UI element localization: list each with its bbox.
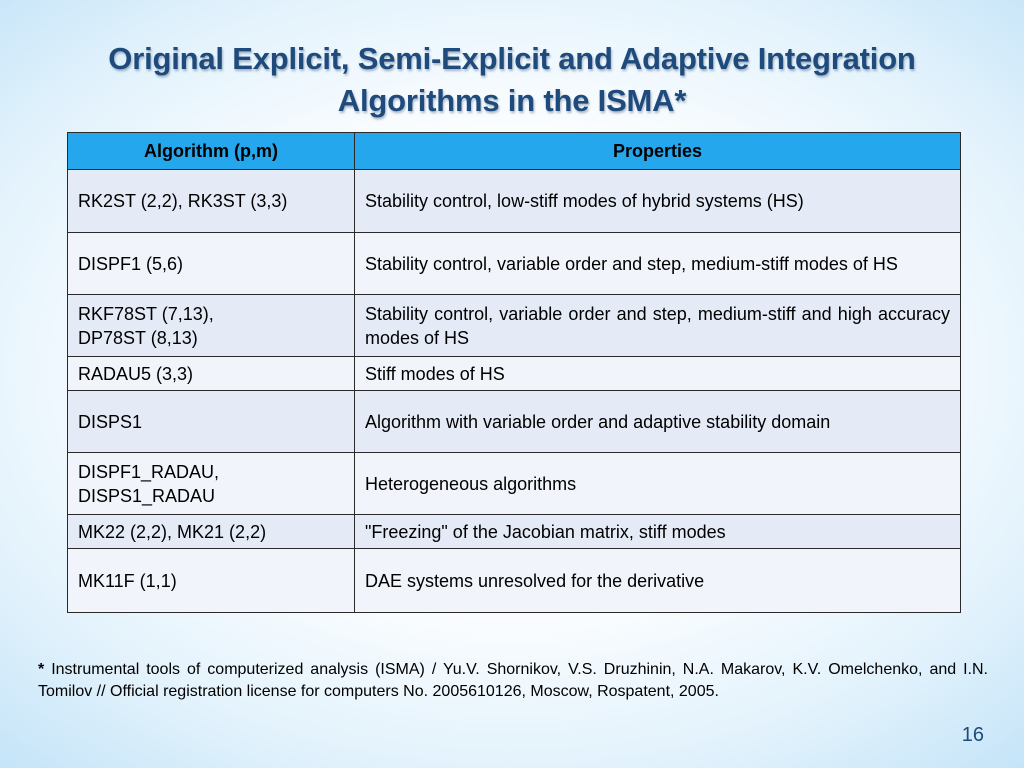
table-header-row (68, 133, 961, 170)
table-row (68, 233, 961, 295)
properties-cell: Stability control, low-stiff modes of hybrid systems (HS) (355, 170, 961, 233)
footnote-marker: * (38, 661, 45, 678)
algorithm-text: MK11F (1,1) (78, 570, 177, 591)
properties-cell: Algorithm with variable order and adaptive stability domain (355, 391, 961, 453)
algorithm-text: RK2ST (2,2), RK3ST (3,3) (78, 191, 288, 211)
table-row (68, 549, 961, 613)
algorithm-cell (68, 391, 355, 453)
algorithm-text: MK22 (2,2), MK21 (2,2) (78, 521, 267, 542)
algorithm-cell (68, 295, 355, 357)
table-row (68, 515, 961, 549)
footnote-text: Instrumental tools of computerized analysis (ISMA) / Yu.V. Shornikov, V.S. Druzhinin, N.A. Makarov, K.V. Omelchenko, and I.N. Tomilov // Official registration license for computers No. 2005610126, Moscow, Rospatent, 2005. (38, 661, 988, 700)
algorithm-cell (68, 515, 355, 549)
algorithm-text: DP78ST (8,13) (78, 327, 198, 348)
table-row (68, 453, 961, 515)
properties-cell: Stability control, variable order and step, medium-stiff and high accuracy modes of HS (355, 295, 961, 357)
algorithms-table (67, 132, 961, 613)
page-number: 16 (961, 724, 984, 746)
algorithm-cell (68, 233, 355, 295)
table-row (68, 170, 961, 233)
algorithm-cell (68, 549, 355, 613)
slide-title (40, 38, 984, 122)
table-row (68, 357, 961, 391)
table-row (68, 295, 961, 357)
slide-title-line-1: Original Explicit, Semi-Explicit and Adaptive Integration (108, 41, 916, 76)
slide-title-line-2: Algorithms in the ISMA* (337, 83, 687, 118)
header-algorithm: Algorithm (p,m) (68, 133, 355, 170)
algorithm-cell (68, 357, 355, 391)
properties-cell: "Freezing" of the Jacobian matrix, stiff modes (355, 515, 961, 549)
algorithm-cell (68, 453, 355, 515)
algorithm-cell (68, 170, 355, 233)
algorithm-text: DISPS1 (78, 411, 143, 432)
footnote (38, 659, 988, 703)
algorithm-text: DISPF1_RADAU, (78, 461, 220, 482)
algorithm-text: RKF78ST (7,13), (78, 303, 214, 324)
algorithm-text: DISPS1_RADAU (78, 485, 216, 506)
properties-cell: Stability control, variable order and step, medium-stiff modes of HS (355, 233, 961, 295)
algorithms-table-container (67, 132, 960, 613)
algorithm-text: DISPF1 (5,6) (78, 253, 184, 274)
properties-cell: Stiff modes of HS (355, 357, 961, 391)
properties-cell: Heterogeneous algorithms (355, 453, 961, 515)
header-properties: Properties (355, 133, 961, 170)
properties-cell: DAE systems unresolved for the derivative (355, 549, 961, 613)
algorithm-text: RADAU5 (3,3) (78, 363, 194, 384)
table-row (68, 391, 961, 453)
